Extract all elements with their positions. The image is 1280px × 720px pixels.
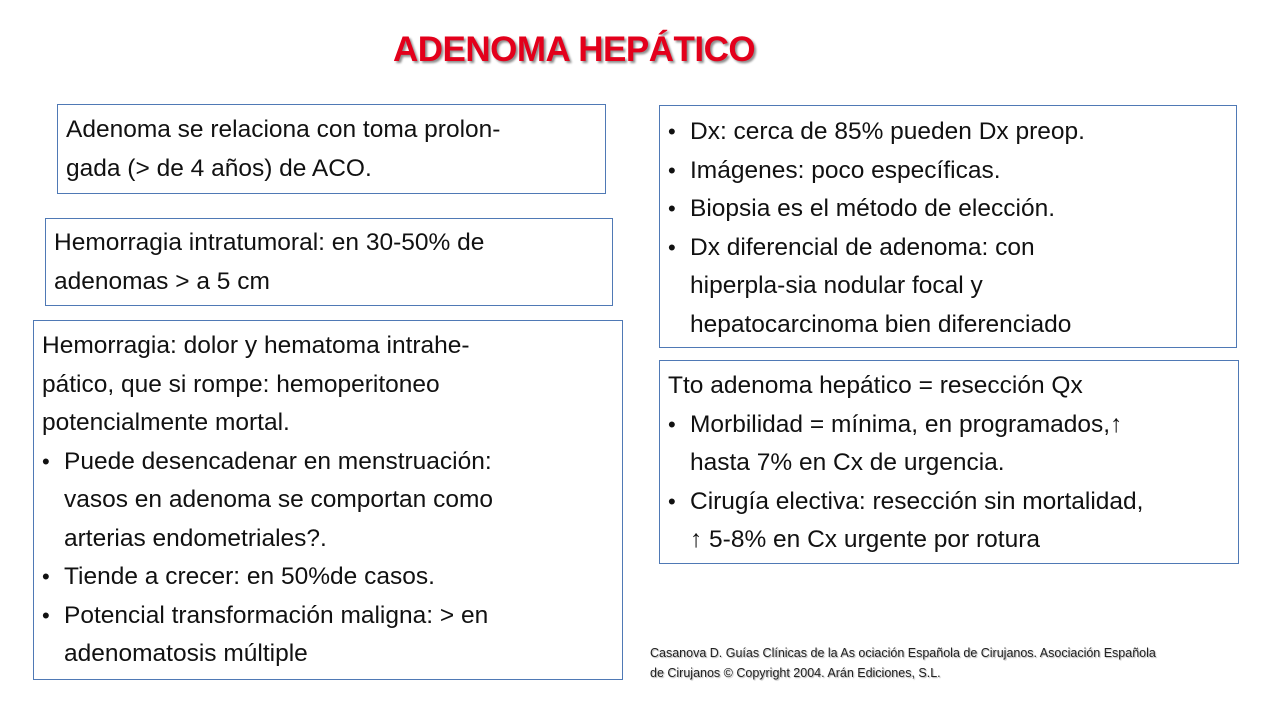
list-item-line: arterias endometriales?.: [64, 524, 327, 552]
list-item: [42, 558, 614, 597]
reference-line: de Cirujanos © Copyright 2004. Arán Ediciones, S.L.: [650, 666, 941, 680]
list-item-line: • Dx diferencial de adenoma: con: [690, 233, 1035, 261]
list-item: [42, 443, 614, 559]
diagnosis-box: [659, 105, 1237, 348]
box-line: Hemorragia intratumoral: en 30-50% de: [54, 229, 485, 256]
list-item: [42, 597, 614, 674]
list-item: [668, 406, 1230, 483]
list-item: [668, 190, 1228, 229]
list-item-line: • Morbilidad = mínima, en programados,↑: [690, 410, 1123, 438]
list-item-line: • Biopsia es el método de elección.: [690, 195, 1055, 222]
list-item-line: • Potencial transformación maligna: > en: [64, 601, 489, 629]
list-item-line: • Tiende a crecer: en 50%de casos.: [64, 563, 435, 590]
list-item-line: hepatocarcinoma bien diferenciado: [690, 310, 1072, 338]
list-item-line: • Imágenes: poco específicas.: [690, 156, 1001, 184]
intratumoral-hemorrhage-box: [45, 218, 613, 306]
bullet-list: [42, 443, 614, 674]
box-line: pático, que si rompe: hemoperitoneo: [42, 370, 440, 398]
list-item-line: • Dx: cerca de 85% pueden Dx preop.: [690, 118, 1085, 145]
box-heading: Tto adenoma hepático = resección Qx: [668, 372, 1083, 399]
list-item: [668, 483, 1230, 560]
box-line: adenomas > a 5 cm: [54, 267, 270, 295]
list-item-line: ↑ 5-8% en Cx urgente por rotura: [690, 526, 1040, 553]
hemorrhage-details-box: [33, 320, 623, 680]
box-line: Adenoma se relaciona con toma prolon-: [66, 116, 501, 143]
box-line: Hemorragia: dolor y hematoma intrahe-: [42, 332, 470, 359]
list-item: [668, 113, 1228, 152]
box-line: gada (> de 4 años) de ACO.: [66, 154, 372, 182]
list-item-line: vasos en adenoma se comportan como: [64, 486, 493, 513]
aco-relation-box: [57, 104, 606, 194]
bullet-list: [668, 113, 1228, 344]
list-item: [668, 229, 1228, 345]
list-item-line: hiperpla-sia nodular focal y: [690, 272, 983, 299]
list-item: [668, 152, 1228, 191]
slide-title: ADENOMA HEPÁTICO: [393, 30, 756, 69]
list-item-line: adenomatosis múltiple: [64, 640, 308, 667]
list-item-line: hasta 7% en Cx de urgencia.: [690, 449, 1005, 476]
reference-line: Casanova D. Guías Clínicas de la As ociación Española de Cirujanos. Asociación Española: [650, 646, 1156, 660]
box-line: potencialmente mortal.: [42, 409, 290, 436]
treatment-box: [659, 360, 1239, 564]
list-item-line: • Cirugía electiva: resección sin mortalidad,: [690, 487, 1144, 515]
list-item-line: • Puede desencadenar en menstruación:: [64, 447, 492, 475]
bullet-list: [668, 406, 1230, 560]
reference-citation: [650, 643, 1240, 683]
